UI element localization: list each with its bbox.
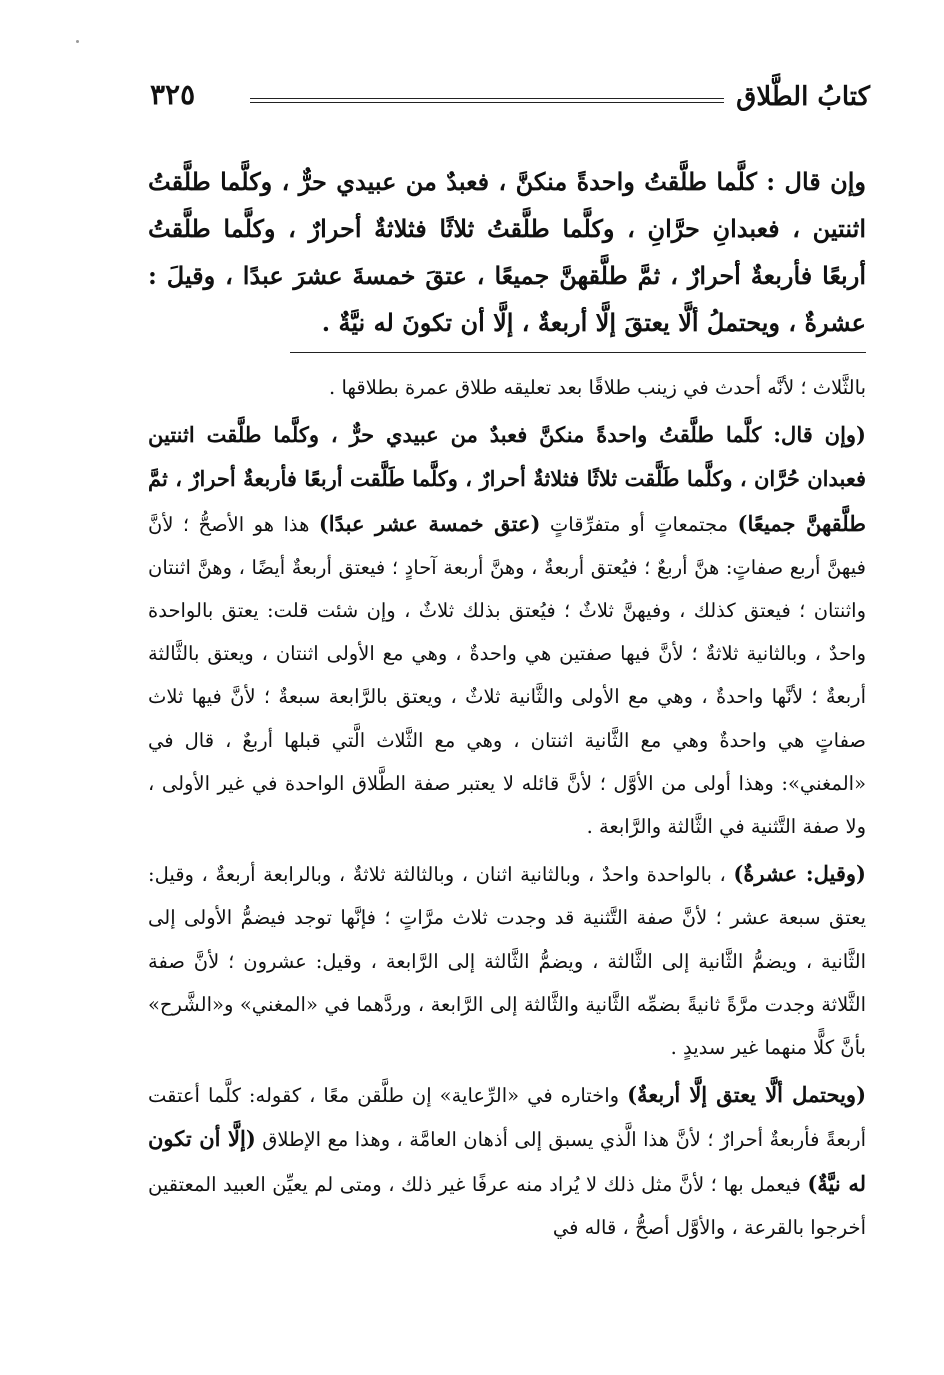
quoted-matn: (وإن قال: كلَّما طلَّقتُ واحدةً منكنَّ فعبدٌ من عبيدي حرٌّ ، وكلَّما طلَّقت اثنتين فعبدان حُرَّان ، وكلَّما طَلَّقت ثلاثًا فثلاثةٌ أحرارٌ ، وكلَّما طَلَّقت أربعًا فأربعةٌ أحرارٌ ، ثمَّ طلَّقهنَّ جميعًا) [148,422,866,536]
matn-text: وإن قال : كلَّما طلَّقتُ واحدةً منكنَّ ، فعبدٌ من عبيدي حرٌّ ، وكلَّما طلَّقتُ اثنتين ، فعبدانِ حرَّانِ ، وكلَّما طلَّقتُ ثلاثًا فثلاثةٌ أحرارٌ ، وكلَّما طلَّقتُ أربعًا فأربعةٌ أحرارٌ ، ثمَّ طلَّقهنَّ جميعًا ، عتقَ خمسةَ عشرَ عبدًا ، وقيلَ : عشرةٌ ، ويحتملُ ألَّا يعتقَ إلَّا أربعةٌ ، إلَّا أن تكونَ له نيَّةٌ . [148,167,866,337]
running-title: كتابُ الطَّلاق [736,82,870,112]
commentary-paragraph-3 [148,852,866,1069]
commentary-text [148,366,866,1249]
page-number: ٣٢٥ [150,78,196,111]
commentary-span: واختاره في «الرِّعاية» إن طلَّقن معًا ، كقوله: كلَّما أعتقت أربعةً فأربعةٌ أحرارٌ ؛ لأنَّ هذا الَّذي يسبق إلى أذهان العامَّة ، وهذا مع الإطلاق [148,1084,866,1152]
commentary-span: فيعمل بها ؛ لأنَّ مثل ذلك لا يُراد منه عرفًا غير ذلك ، ومتى لم يعيِّن العبيد المعتقين أخرجوا بالقرعة ، والأوَّل أصحُّ ، قاله في [148,1172,866,1239]
header-rule [250,98,724,103]
scan-speck [76,40,79,43]
commentary-paragraph-2 [148,413,866,848]
commentary-span: هذا هو الأصحُّ ؛ لأنَّ فيهنَّ أربع صفاتٍ: هنَّ أربعٌ ؛ فيُعتق أربعةٌ ، وهنَّ أربعة آحادٍ ؛ فيعتق أربعةٌ أيضًا ، وهنَّ اثنتان واثنتان ؛ فيعتق كذلك ، وفيهنَّ ثلاثٌ ؛ فيُعتق بذلك ثلاثٌ ، وإن شئت قلت: يعتق بالواحدة واحدٌ ، وبالثانية ثلاثةٌ ؛ لأنَّ فيها صفتين هي واحدةٌ ، وهي مع الأولى اثنتان ، ويعتق بالثَّالثة أربعةٌ ؛ لأنَّها واحدةٌ ، وهي مع الأولى والثَّانية ثلاثٌ ، ويعتق بالرَّابعة سبعةٌ ؛ لأنَّ فيها ثلاث صفاتٍ هي واحدةٌ وهي مع الثَّانية اثنتان ، وهي مع الثَّلاث الَّتي قبلها أربعٌ ، قال في «المغني»: وهذا أولى من الأوَّل ؛ لأنَّ قائله لا يعتبر صفة الطَّلاق الواحدة في غير الأولى ، ولا صفة التَّثنية في الثَّالثة والرَّابعة . [148,512,866,839]
quoted-matn: (وقيل: عشرةٌ) [733,861,866,887]
commentary-paragraph-4 [148,1073,866,1249]
commentary-span: مجتمعاتٍ أو متفرِّقاتٍ [540,512,738,536]
quoted-matn: (إلَّا أن تكون له نيَّةٌ) [148,1126,866,1196]
page-header [150,78,870,118]
matn-separator-rule [290,352,866,353]
quoted-matn: (عتق خمسة عشر عبدًا) [318,510,541,536]
commentary-paragraph-1: بالثَّلاث ؛ لأنَّه أحدث في زينب طلاقًا بعد تعليقه طلاق عمرة بطلاقها . [329,376,866,399]
quoted-matn: (ويحتمل ألَّا يعتق إلَّا أربعةٌ) [627,1082,867,1108]
commentary-span: ، بالواحدة واحدٌ ، وبالثانية اثنان ، وبالثالثة ثلاثةٌ ، وبالرابعة أربعةٌ ، وقيل: يعتق سبعة عشر ؛ لأنَّ صفة التَّثنية قد وجدت ثلاث مرَّاتٍ ؛ فإنَّها توجد فيضمُّ الأولى إلى الثَّانية ، ويضمُّ الثَّانية إلى الثَّالثة ، ويضمُّ الثَّالثة إلى الرَّابعة ، وقيل: عشرون ؛ لأنَّ صفة الثَّلاثة وجدت مرَّةً ثانيةً بضمِّه الثَّانية والثَّالثة إلى الرَّابعة ، وردَّهما في «المغني» و«الشَّرح» بأنَّ كلًّا منهما غير سديدٍ . [148,863,866,1060]
